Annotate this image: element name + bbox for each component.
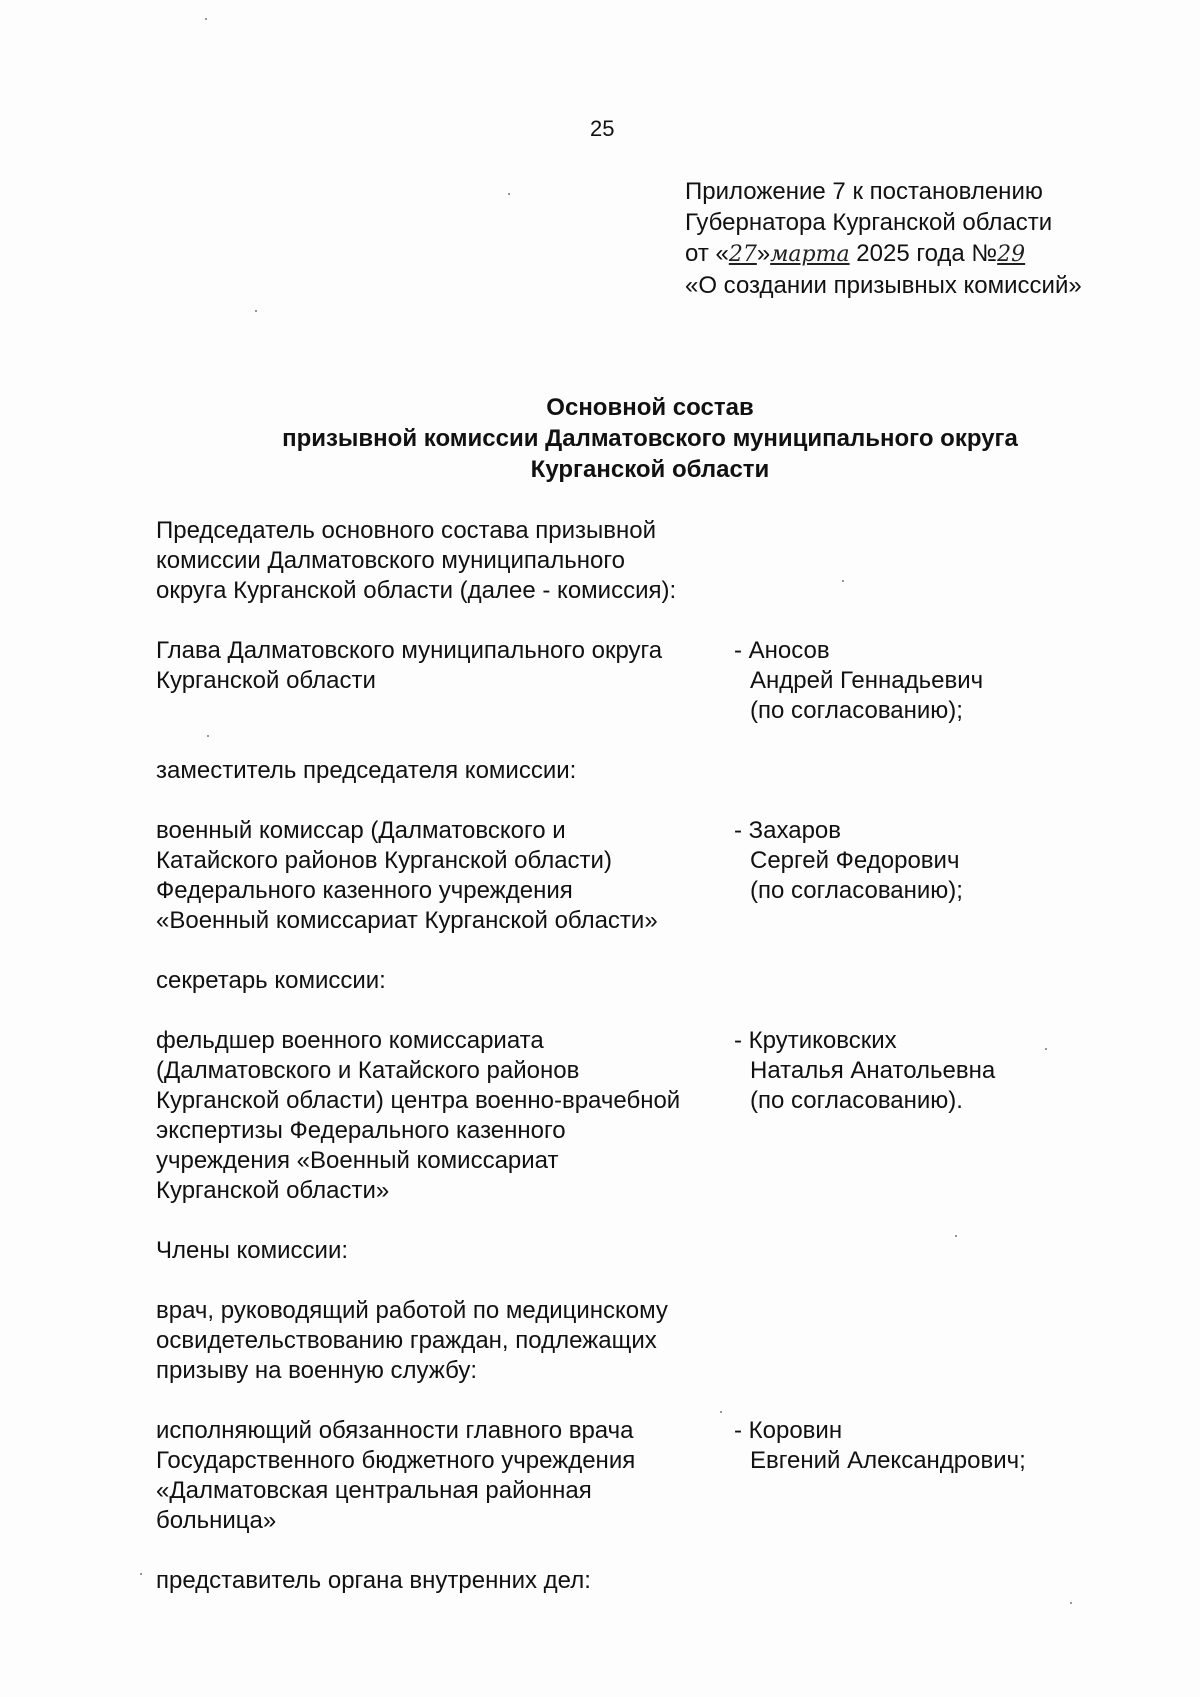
text-line: военный комиссар (Далматовского и [156, 817, 566, 844]
text-line: Курганской области) центра военно-врачебной [156, 1087, 681, 1114]
date-prefix: от « [685, 240, 729, 267]
agreement-note: (по согласованию); [750, 877, 963, 904]
scan-speck [720, 1411, 722, 1413]
deputy-row [156, 816, 1076, 936]
deputy-name [734, 816, 963, 936]
text-line: призыву на военную службу: [156, 1357, 477, 1384]
text-line: фельдшер военного комиссариата [156, 1027, 544, 1054]
text-line: Глава Далматовского муниципального округа [156, 637, 663, 664]
chairman-name [734, 636, 983, 726]
document-title [250, 392, 1050, 485]
scan-speck [842, 580, 844, 582]
agreement-note: (по согласованию); [750, 697, 963, 724]
title-line-3: Курганской области [530, 456, 770, 483]
handwritten-month: марта [770, 242, 850, 267]
text-line: округа Курганской области (далее - комиссия): [156, 577, 677, 604]
chairman-row [156, 636, 1076, 726]
text-line: Председатель основного состава призывной [156, 517, 657, 544]
members-label: Члены комиссии: [156, 1237, 349, 1264]
given-names: Сергей Федорович [750, 847, 960, 874]
chairman-intro [156, 516, 1076, 606]
text-line: «Военный комиссариат Курганской области» [156, 907, 658, 934]
surname: - Коровин [734, 1417, 843, 1444]
text-line: комиссии Далматовского муниципального [156, 547, 625, 574]
given-names: Евгений Александрович; [750, 1447, 1026, 1474]
deputy-position [156, 816, 734, 936]
date-year: 2025 года № [849, 240, 998, 267]
surname: - Крутиковских [734, 1027, 897, 1054]
scan-speck [1045, 1048, 1047, 1050]
scan-speck [140, 1573, 142, 1575]
doctor-position [156, 1416, 734, 1536]
scan-speck [955, 1235, 957, 1237]
chairman-position [156, 636, 734, 726]
handwritten-day: 27 [728, 242, 757, 267]
title-line-2: призывной комиссии Далматовского муниципального округа [282, 425, 1018, 452]
text-line: Курганской области» [156, 1177, 390, 1204]
secretary-name [734, 1026, 995, 1206]
doctor-intro [156, 1296, 1076, 1386]
deputy-label: заместитель председателя комиссии: [156, 757, 577, 784]
appendix-line-4: «О создании призывных комиссий» [685, 272, 1082, 299]
text-line: освидетельствованию граждан, подлежащих [156, 1327, 657, 1354]
page-number: 25 [590, 116, 615, 141]
scan-speck [207, 735, 209, 737]
text-line: учреждения «Военный комиссариат [156, 1147, 559, 1174]
text-line: врач, руководящий работой по медицинскому [156, 1297, 668, 1324]
appendix-line-3 [685, 238, 1165, 270]
scan-speck [1070, 1602, 1072, 1604]
doctor-name [734, 1416, 1026, 1536]
scan-speck [205, 18, 207, 20]
text-line: экспертизы Федерального казенного [156, 1117, 566, 1144]
scan-speck [508, 193, 510, 195]
document-body [156, 516, 1076, 1596]
text-line: «Далматовская центральная районная [156, 1477, 592, 1504]
title-line-1: Основной состав [546, 394, 754, 421]
appendix-header [685, 176, 1165, 301]
date-quote: » [756, 240, 771, 267]
secretary-label: секретарь комиссии: [156, 967, 386, 994]
police-label: представитель органа внутренних дел: [156, 1567, 591, 1594]
text-line: Государственного бюджетного учреждения [156, 1447, 636, 1474]
handwritten-number: 29 [997, 242, 1026, 267]
text-line: Катайского районов Курганской области) [156, 847, 612, 874]
secretary-row [156, 1026, 1076, 1206]
secretary-position [156, 1026, 734, 1206]
agreement-note: (по согласованию). [750, 1087, 963, 1114]
text-line: (Далматовского и Катайского районов [156, 1057, 580, 1084]
appendix-line-1: Приложение 7 к постановлению [685, 178, 1043, 205]
text-line: исполняющий обязанности главного врача [156, 1417, 634, 1444]
text-line: Курганской области [156, 667, 376, 694]
given-names: Андрей Геннадьевич [750, 667, 984, 694]
surname: - Захаров [734, 817, 842, 844]
surname: - Аносов [734, 637, 830, 664]
given-names: Наталья Анатольевна [750, 1057, 996, 1084]
appendix-line-2: Губернатора Курганской области [685, 209, 1053, 236]
text-line: Федерального казенного учреждения [156, 877, 573, 904]
text-line: больница» [156, 1507, 277, 1534]
doctor-row [156, 1416, 1076, 1536]
scan-speck [255, 310, 257, 312]
